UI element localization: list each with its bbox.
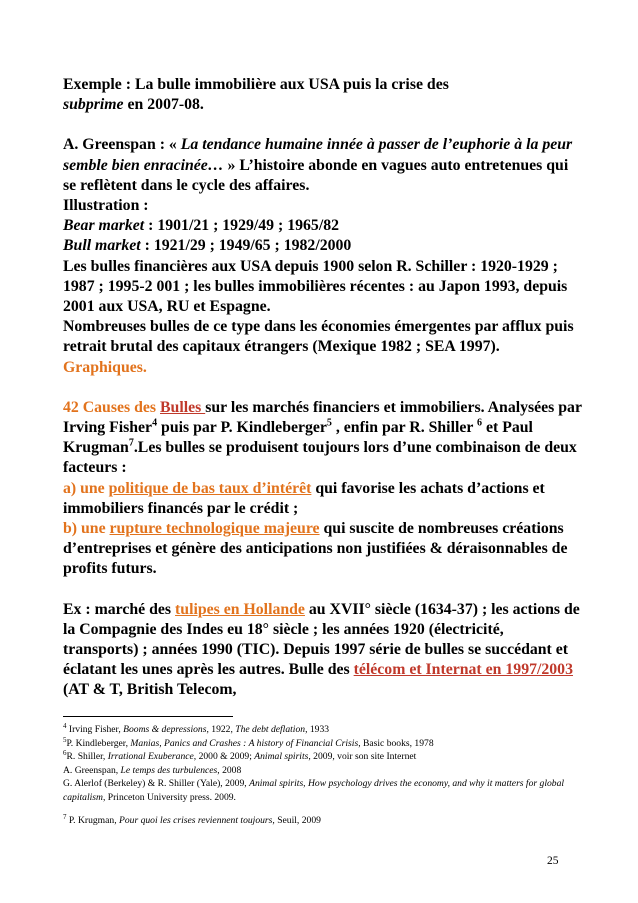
footnote-5: $^5$P. Kindleberger, Manias, Panics and Crashes : A history of Financial Crisis, Basic books, 1978 <box>63 735 434 749</box>
emerging-bubbles-line: Nombreuses bulles de ce type dans les économies émergentes par afflux puis retrait brutal des capitaux étrangers (Mexique 1982 ; SEA 1997). <box>63 318 574 356</box>
greenspan-paragraph: A. Greenspan : « La tendance humaine innée à passer de l’euphorie à la peur semble bien enracinée… » L’histoire abonde en vagues auto entretenues qui se reflètent dans le cycle des affaires. <box>63 136 573 194</box>
illustration-heading: Illustration : <box>63 197 149 215</box>
footnote-ref-5[interactable]: 5 <box>326 417 332 429</box>
footnote-ref-7[interactable]: 7 <box>128 437 134 449</box>
causes-heading: 42 Causes des <box>63 398 160 416</box>
footnote-separator <box>63 716 233 717</box>
greenspan-quote: La tendance humaine innée à passer de l’euphorie à la peur semble bien enracinée… <box>63 136 573 174</box>
tulipes-link[interactable]: tulipes en Hollande <box>175 600 305 618</box>
akerlof-reference: G. Alerlof (Berkeley) & R. Shiller (Yale), 2009, Animal spirits, How psychology drives the economy, and why it matters for global capitalism, Princeton University press. 2009. <box>63 778 565 803</box>
footnote-ref-4[interactable]: 4 <box>152 417 158 429</box>
telecom-link[interactable]: télécom et Internat en 1997/2003 <box>353 661 573 679</box>
footnote-7: $^7$ P. Krugman, Pour quoi les crises reviennent toujours, Seuil, 2009 <box>63 812 321 826</box>
bulles-link[interactable]: Bulles <box>160 398 206 416</box>
low-rates-link[interactable]: politique de bas taux d’intérêt <box>108 479 312 497</box>
causes-paragraph: 42 Causes des Bulles sur les marchés financiers et immobiliers. Analysées par Irving Fisher$^4$ puis par P. Kindleberger$^5$ , enfin par R. Shiller $^6$ et Paul Krugman$^7$.Les bulles se produisent toujours lors d’une combinaison de deux facteurs : <box>63 398 582 477</box>
page-number: 25 <box>547 855 559 867</box>
bull-market-line: Bull market : 1921/29 ; 1949/65 ; 1982/2000 <box>63 237 352 255</box>
example-paragraph: Exemple : La bulle immobilière aux USA puis la crise des subprime en 2007-08. <box>63 76 449 114</box>
graphiques-link[interactable]: Graphiques. <box>63 358 147 376</box>
shiller-bubbles-line: Les bulles financières aux USA depuis 1900 selon R. Schiller : 1920-1929 ; 1987 ; 1995-2 001 ; les bulles immobilières récentes : au Japon 1993, depuis 2001 aux USA, RU et Espagne. <box>63 257 568 316</box>
greenspan-reference: A. Greenspan, Le temps des turbulences, 2008 <box>63 764 242 776</box>
main-text <box>63 75 583 701</box>
factor-b: b) une rupture technologique majeure qui suscite de nombreuses créations d’entreprises et génère des anticipations non justifiées & déraisonnables de profits futurs. <box>63 520 568 578</box>
examples-paragraph: Ex : marché des tulipes en Hollande au XVII° siècle (1634-37) ; les actions de la Compagnie des Indes eu 18° siècle ; les années 1920 (électricité, transports) ; années 1990 (TIC). Depuis 1997 série de bulles se succédant et éclatant les unes après les autres. Bulle des télécom et Internat en 1997/2003 (AT & T, British Telecom, <box>63 600 580 699</box>
footnote-4: $^4$ Irving Fisher, Booms & depressions, 1922, The debt deflation, 1933 <box>63 721 330 735</box>
footnote-6: $^6$R. Shiller, Irrational Exuberance, 2000 & 2009; Animal spirits, 2009, voir son site Internet <box>63 749 417 763</box>
tech-rupture-link[interactable]: rupture technologique majeure <box>109 520 320 538</box>
factor-a: a) une politique de bas taux d’intérêt qui favorise les achats d’actions et immobiliers financés par le crédit ; <box>63 479 545 517</box>
footnote-ref-6[interactable]: 6 <box>477 417 483 429</box>
bear-market-line: Bear market : 1901/21 ; 1929/49 ; 1965/82 <box>63 217 340 235</box>
footnotes <box>63 723 583 827</box>
